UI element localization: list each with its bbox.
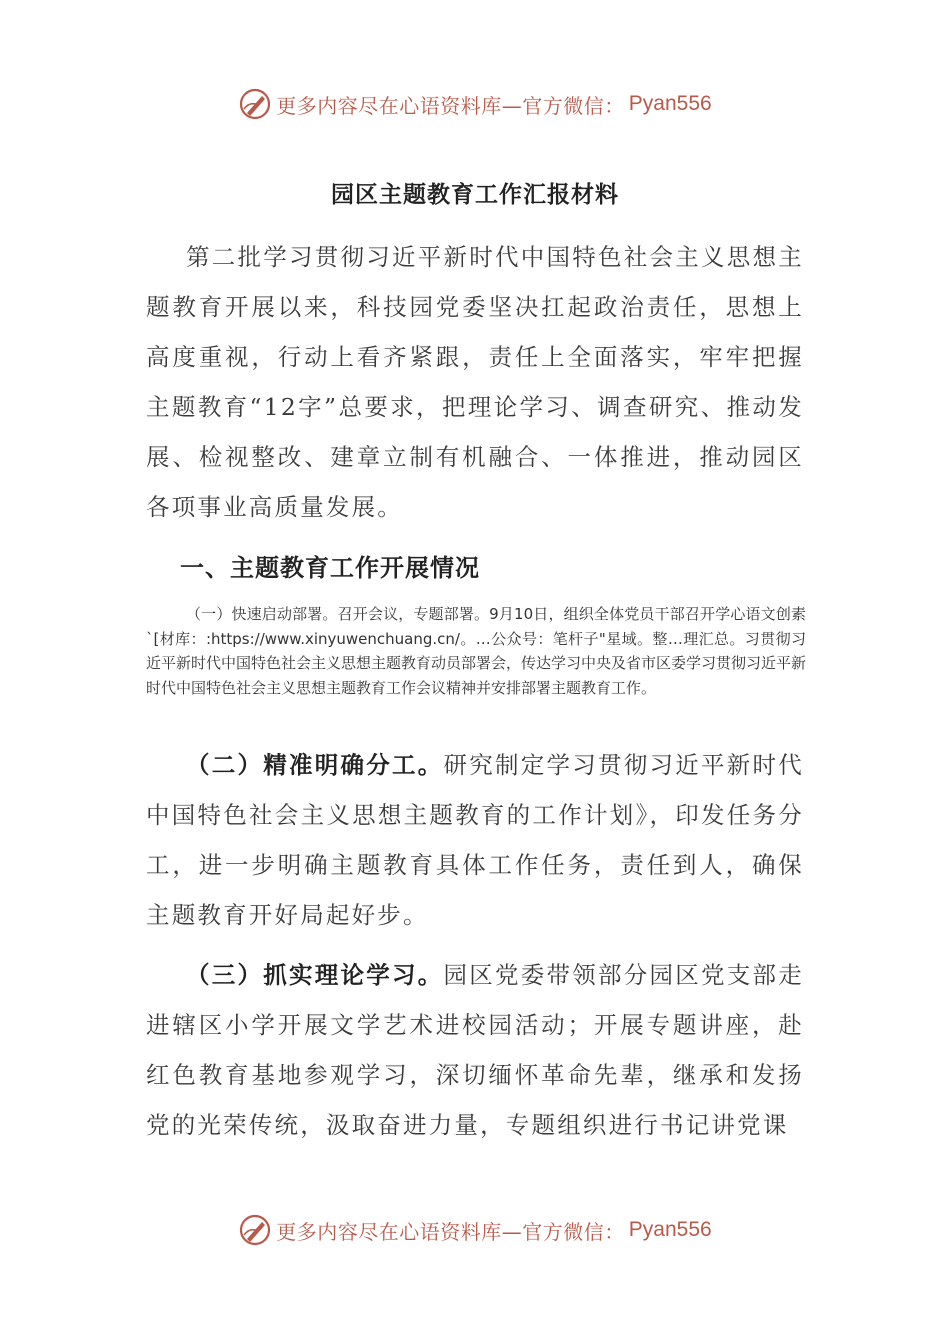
pen-logo-icon <box>238 87 272 121</box>
item3-paragraph <box>146 950 804 1150</box>
item2-text: 研究制定学习贯彻习近平新时代中国特色社会主义思想主题教育的工作计划》，印发任务分工，进一步明确主题教育具体工作任务，责任到人，确保主题教育开好局起好步。 <box>146 751 805 929</box>
item1-paragraph: （一）快速启动部署。召开会议，专题部署。9月10日，组织全体党员干部召开学心语文创素`[材库：:https://www.xinyuwenchuang.cn/。…公众号：笔杆子"星域。整…理汇总。习贯彻习近平新时代中国特色社会主义思想主题教育动员部署会，传达学习中央及省市区委学习贯彻习近平新时代中国特色社会主义思想主题教育工作会议精神并安排部署主题教育工作。 <box>146 605 807 697</box>
banner-text: 更多内容尽在心语资料库—官方微信： <box>276 93 625 118</box>
banner-wechat-id: Pyan556 <box>628 1218 712 1241</box>
banner-wechat-id: Pyan556 <box>628 92 712 115</box>
pen-logo-icon <box>238 1213 272 1247</box>
item2-lead: （二）精准明确分工。 <box>186 751 444 779</box>
header-banner <box>0 84 950 124</box>
item3-text: 园区党委带领部分园区党支部走进辖区小学开展文学艺术进校园活动；开展专题讲座，赴红色教育基地参观学习，深切缅怀革命先辈，继承和发扬党的光荣传统，汲取奋进力量，专题组织进行书记讲党课 <box>146 961 805 1139</box>
banner-text: 更多内容尽在心语资料库—官方微信： <box>276 1219 625 1244</box>
footer-banner <box>0 1210 950 1250</box>
intro-paragraph: 第二批学习贯彻习近平新时代中国特色社会主义思想主题教育开展以来，科技园党委坚决扛起政治责任，思想上高度重视，行动上看齐紧跟，责任上全面落实，牢牢把握主题教育“12字”总要求，把理论学习、调查研究、推动发展、检视整改、建章立制有机融合、一体推进，推动园区各项事业高质量发展。 <box>146 243 804 521</box>
document-title: 园区主题教育工作汇报材料 <box>331 182 619 208</box>
section-heading: 一、主题教育工作开展情况 <box>180 554 480 582</box>
item2-paragraph <box>146 740 804 940</box>
item3-lead: （三）抓实理论学习。 <box>186 961 444 989</box>
